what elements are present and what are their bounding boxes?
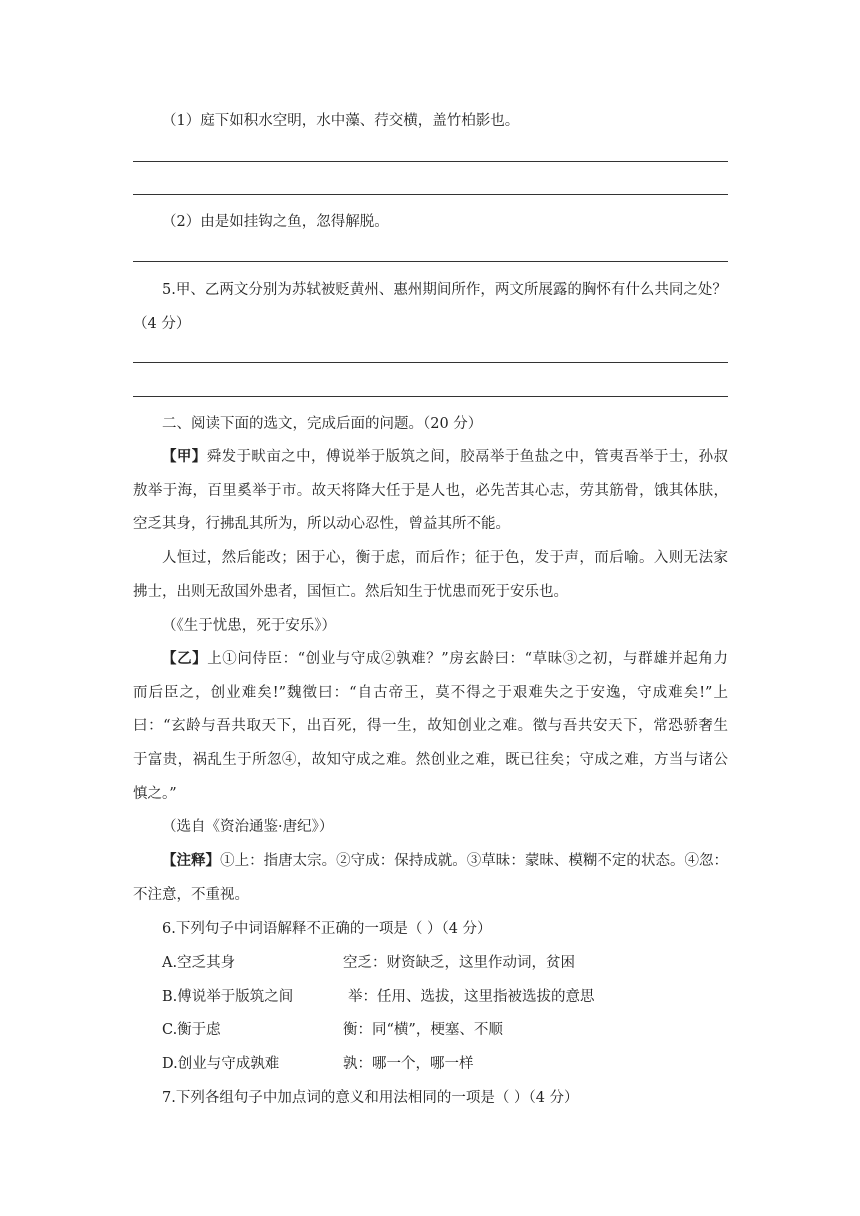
passage-yi-line: 慎之。” [133,786,177,802]
passage-jia-tag: 【甲】 [162,448,207,465]
passage-jia-line: 拂士，出则无敌国外患者，国恒亡。然后知生于忧患而死于安乐也。 [133,584,568,600]
answer-line[interactable] [133,161,728,162]
passage-jia-line: 人恒过，然后能改；困于心，衡于虑，而后作；征于色，发于声，而后喻。入则无法家 [162,550,728,566]
q6-option-b-desc: 举：任用、选拔，这里指被选拔的意思 [348,989,595,1005]
passage-jia-line: 空乏其身，行拂乱其所为，所以动心忍性，曾益其所不能。 [133,516,510,532]
q6-option-a-desc: 空乏：财资缺乏，这里作动词，贫困 [343,955,575,971]
q4-item-1: （1）庭下如积水空明，水中藻、荇交横，盖竹柏影也。 [162,113,520,129]
answer-line[interactable] [133,396,728,397]
passage-yi-source: （选自《资治通鉴·唐纪》） [162,819,334,835]
q6-option-d-label[interactable]: D.创业与守成孰难 [162,1056,280,1072]
answer-line[interactable] [133,362,728,363]
passage-jia-line: 敖举于海，百里奚举于市。故天将降大任于是人也，必先苦其心志，劳其筋骨，饿其体肤， [133,483,728,499]
section-heading: 二、阅读下面的选文，完成后面的问题。（20 分） [162,416,483,432]
q6-stem: 6.下列句子中词语解释不正确的一项是（ ）（4 分） [162,921,492,937]
passage-yi-line: 曰：“玄龄与吾共取天下，出百死，得一生，故知创业之难。徵与吾共安天下，常恐骄奢生 [133,718,728,734]
q4-item-2: （2）由是如挂钩之鱼，忽得解脱。 [162,214,389,230]
notes-line: 不注意，不重视。 [133,887,249,903]
notes-tag: 【注释】 [162,852,221,869]
answer-line[interactable] [133,261,728,262]
notes-text: ①上：指唐太宗。②守成：保持成就。③草昧：蒙昧、模糊不定的状态。④忽： [220,853,729,869]
passage-yi-line [162,649,728,669]
passage-yi-text: 上①问侍臣：“创业与守成②孰难？”房玄龄曰：“草昧③之初，与群雄并起角力 [207,651,728,667]
q5-points: （4 分） [133,316,191,332]
notes-line [162,851,728,871]
q6-option-b-label[interactable]: B.傅说举于版筑之间 [162,989,294,1005]
passage-yi-line: 而后臣之，创业难矣!”魏徵曰：“自古帝王，莫不得之于艰难失之于安逸，守成难矣!”上 [133,685,728,701]
passage-jia-source: （《生于忧患，死于安乐》） [162,618,336,634]
passage-jia-line [162,447,728,467]
passage-yi-line: 于富贵，祸乱生于所忽④，故知守成之难。然创业之难，既已往矣；守成之难，方当与诸公 [133,752,728,768]
passage-jia-text: 舜发于畎亩之中，傅说举于版筑之间，胶鬲举于鱼盐之中，管夷吾举于士，孙叔 [206,449,728,465]
passage-yi-tag: 【乙】 [162,650,208,667]
q6-option-c-label[interactable]: C.衡于虑 [162,1022,221,1038]
q5-question: 5.甲、乙两文分别为苏轼被贬黄州、惠州期间所作，两文所展露的胸怀有什么共同之处？ [162,282,727,298]
q6-option-a-label[interactable]: A.空乏其身 [162,955,236,971]
answer-line[interactable] [133,194,728,195]
q7-stem: 7.下列各组句子中加点词的意义和用法相同的一项是（ ）（4 分） [162,1090,579,1106]
q6-option-d-desc: 孰：哪一个，哪一样 [343,1056,474,1072]
q6-option-c-desc: 衡：同“横”，梗塞、不顺 [343,1022,503,1038]
